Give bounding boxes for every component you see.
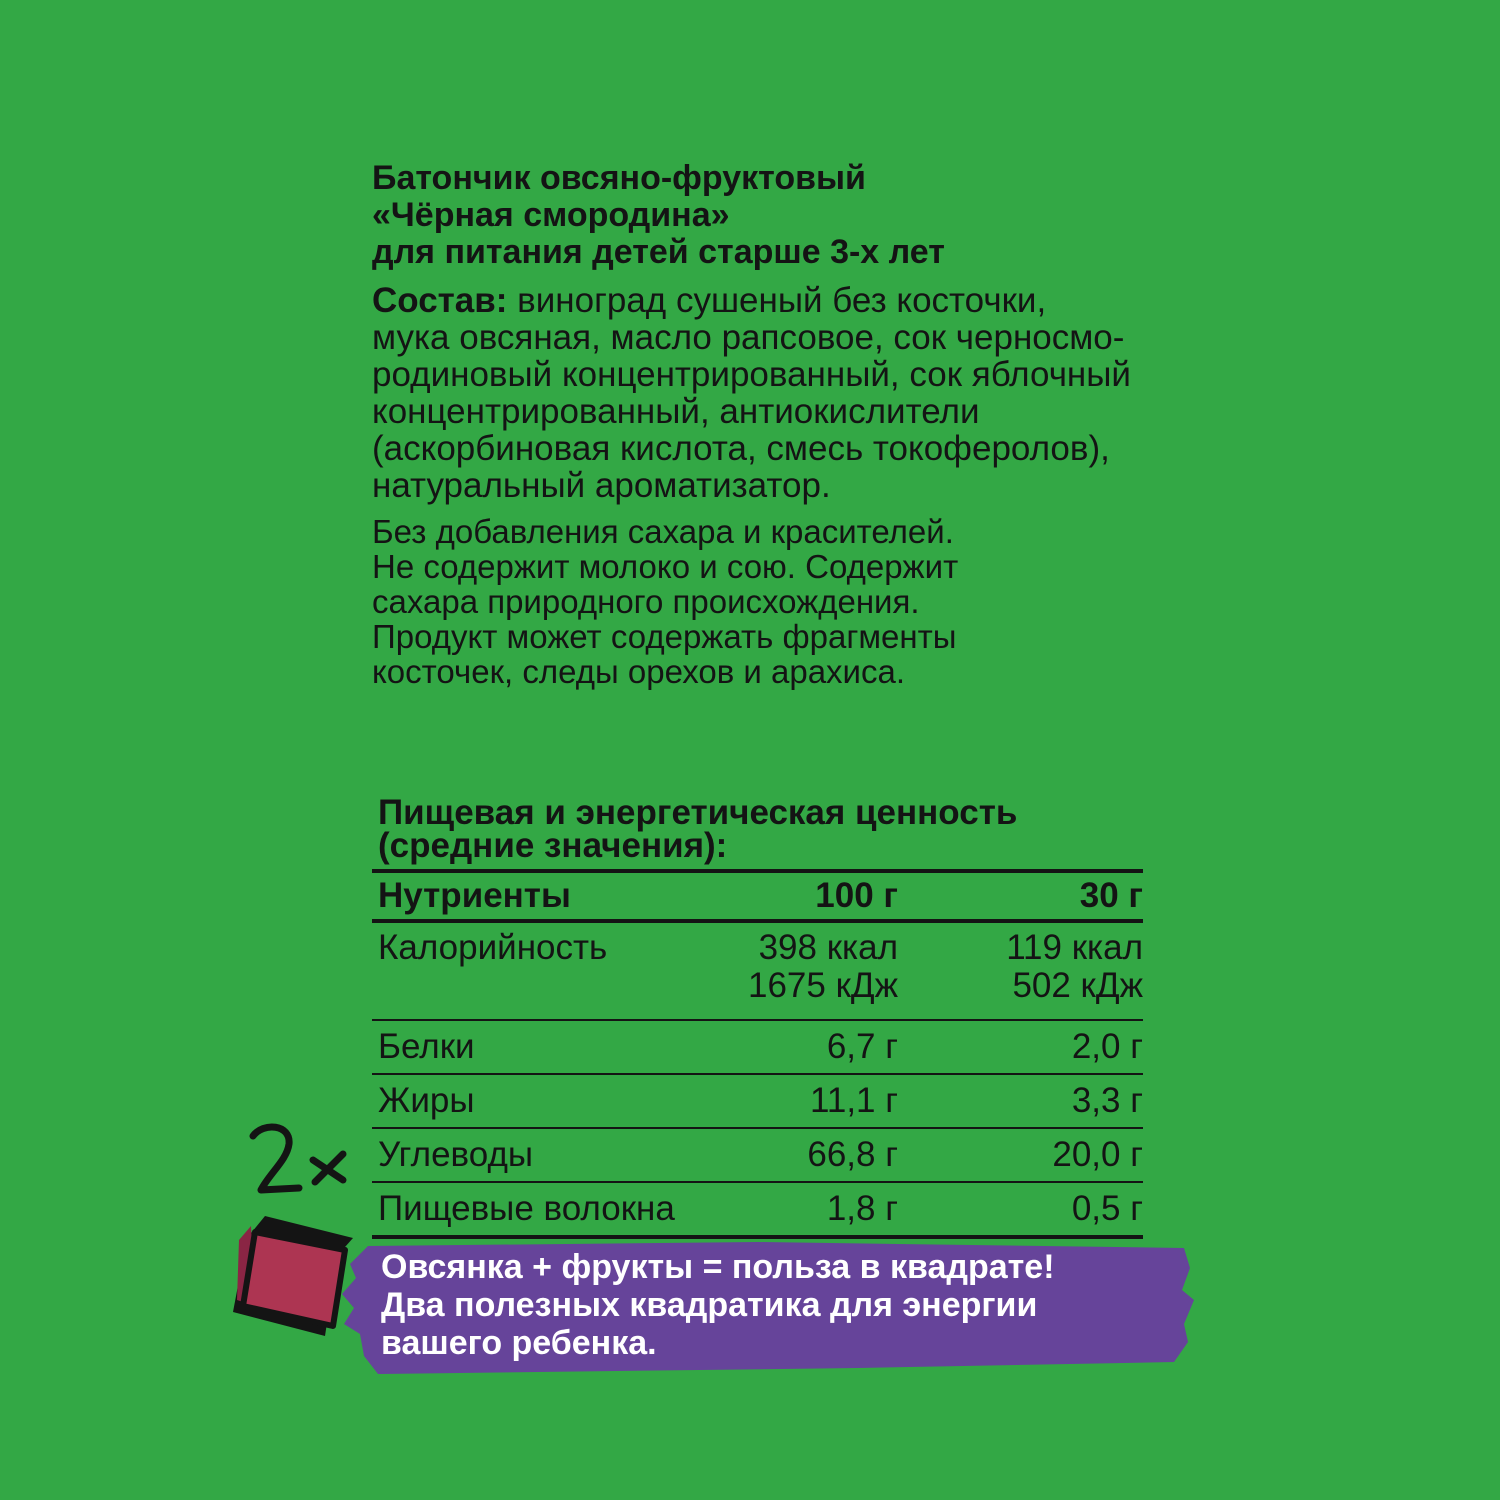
table-row: [372, 1020, 1143, 1074]
notes-line: косточек, следы орехов и арахиса.: [372, 653, 906, 690]
nutrition-title-line: Пищевая и энергетическая ценность: [378, 793, 1018, 832]
header-per-100g: 100 г: [815, 876, 898, 915]
product-title-line: Батончик овсяно-фруктовый: [372, 159, 866, 197]
notes-line: сахара природного происхождения.: [372, 583, 920, 620]
calories-kcal-30g: 119 ккал: [1006, 928, 1143, 967]
value-per-100g: 66,8 г: [807, 1135, 898, 1174]
notes-line: Продукт может содержать фрагменты: [372, 618, 957, 655]
product-title-line: «Чёрная смородина»: [372, 196, 730, 234]
value-per-100g: 1,8 г: [826, 1189, 898, 1228]
composition-line: натуральный ароматизатор.: [372, 466, 831, 505]
value-per-30g: 3,3 г: [1071, 1081, 1143, 1120]
composition-label: Состав:: [372, 281, 508, 320]
nutrient-label: Углеводы: [378, 1135, 534, 1174]
promo-banner: [338, 1238, 1198, 1378]
value-per-100g: 11,1 г: [809, 1081, 898, 1120]
banner-text: [381, 1248, 1181, 1362]
value-per-100g: [708, 921, 898, 1020]
banner-line: Два полезных квадратика для энергии: [381, 1286, 1038, 1324]
nutrition-title: [378, 793, 1158, 865]
nutrition-title-line: (средние значения):: [378, 826, 728, 865]
nutrition-table: [372, 869, 1143, 1239]
composition-line: концентрированный, антиокислители: [372, 392, 980, 431]
value-per-100g: 6,7 г: [826, 1027, 898, 1066]
banner-line: вашего ребенка.: [381, 1324, 657, 1362]
composition-line: мука овсяная, масло рапсовое, сок черносмо-: [372, 318, 1125, 357]
calories-kj-30g: 502 кДж: [1012, 966, 1143, 1005]
composition-block: [372, 282, 1202, 504]
composition-line: родиновый концентрированный, сок яблочный: [372, 355, 1131, 394]
value-per-30g: 20,0 г: [1052, 1135, 1143, 1174]
table-row: [372, 1074, 1143, 1128]
nutrient-label: Белки: [378, 1027, 475, 1066]
product-title-line: для питания детей старше 3-х лет: [372, 233, 945, 271]
notes-block: [372, 514, 1202, 689]
nutrient-label: Пищевые волокна: [378, 1189, 675, 1228]
value-per-30g: 2,0 г: [1071, 1027, 1143, 1066]
nutrient-label: Жиры: [378, 1081, 475, 1120]
value-per-30g: [898, 921, 1143, 1020]
nutrient-label: Калорийность: [378, 928, 608, 967]
notes-line: Не содержит молоко и сою. Содержит: [372, 548, 959, 585]
calories-kj-100g: 1675 кДж: [747, 966, 898, 1005]
header-per-30g: 30 г: [1079, 876, 1143, 915]
value-per-30g: 0,5 г: [1071, 1189, 1143, 1228]
composition-line: (аскорбиновая кислота, смесь токоферолов),: [372, 429, 1110, 468]
calories-kcal-100g: 398 ккал: [758, 928, 898, 967]
product-title: [372, 160, 1232, 271]
table-row: [372, 921, 1143, 1020]
nutrition-header-row: [372, 871, 1143, 921]
notes-line: Без добавления сахара и красителей.: [372, 513, 954, 550]
header-nutrients: Нутриенты: [378, 876, 571, 915]
table-row: [372, 1182, 1143, 1237]
banner-line: Овсянка + фрукты = польза в квадрате!: [381, 1248, 1055, 1286]
composition-line: виноград сушеный без косточки,: [507, 281, 1047, 320]
table-row: [372, 1128, 1143, 1182]
